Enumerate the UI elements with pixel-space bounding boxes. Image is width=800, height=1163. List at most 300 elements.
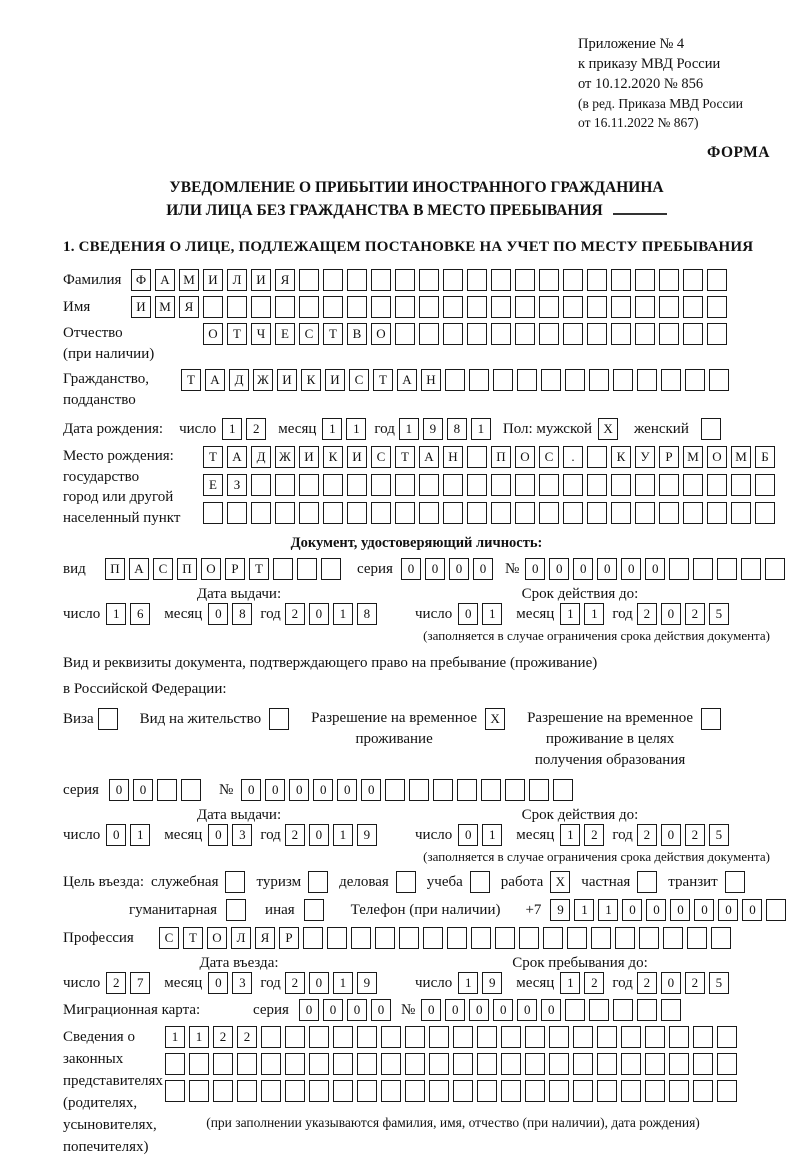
form-cell[interactable] [395, 323, 415, 345]
form-cell[interactable]: X [485, 708, 505, 730]
form-cell[interactable] [226, 899, 246, 921]
form-cell[interactable] [589, 999, 609, 1021]
form-cell[interactable]: 0 [493, 999, 513, 1021]
form-cell[interactable]: 1 [584, 603, 604, 625]
form-cell[interactable]: 0 [597, 558, 617, 580]
form-cell[interactable]: 0 [425, 558, 445, 580]
form-cell[interactable] [309, 1026, 329, 1048]
form-cell[interactable] [443, 296, 463, 318]
form-cell[interactable]: 0 [323, 999, 343, 1021]
form-cell[interactable] [621, 1080, 641, 1102]
form-cell[interactable] [275, 502, 295, 524]
form-cell[interactable] [491, 323, 511, 345]
form-cell[interactable]: 2 [237, 1026, 257, 1048]
form-cell[interactable] [567, 927, 587, 949]
form-cell[interactable] [323, 474, 343, 496]
form-cell[interactable]: С [153, 558, 173, 580]
form-cell[interactable] [203, 502, 223, 524]
form-cell[interactable]: Ж [253, 369, 273, 391]
form-cell[interactable] [597, 1080, 617, 1102]
form-cell[interactable] [405, 1080, 425, 1102]
form-cell[interactable] [371, 474, 391, 496]
form-cell[interactable] [347, 269, 367, 291]
form-cell[interactable] [457, 779, 477, 801]
form-cell[interactable] [285, 1026, 305, 1048]
form-cell[interactable] [639, 927, 659, 949]
form-cell[interactable] [505, 779, 525, 801]
form-cell[interactable] [251, 502, 271, 524]
form-cell[interactable]: А [205, 369, 225, 391]
form-cell[interactable]: 0 [645, 558, 665, 580]
form-cell[interactable]: 1 [346, 418, 366, 440]
form-cell[interactable] [181, 779, 201, 801]
form-cell[interactable] [659, 474, 679, 496]
form-cell[interactable]: 0 [445, 999, 465, 1021]
form-cell[interactable] [549, 1053, 569, 1075]
form-cell[interactable] [323, 296, 343, 318]
form-cell[interactable]: Я [179, 296, 199, 318]
form-cell[interactable]: 0 [661, 603, 681, 625]
form-cell[interactable]: Л [227, 269, 247, 291]
form-cell[interactable]: 9 [482, 972, 502, 994]
form-cell[interactable] [481, 779, 501, 801]
form-cell[interactable] [659, 296, 679, 318]
form-cell[interactable] [573, 1080, 593, 1102]
form-cell[interactable]: А [227, 446, 247, 468]
form-cell[interactable] [491, 296, 511, 318]
form-cell[interactable]: И [251, 269, 271, 291]
form-cell[interactable] [597, 1026, 617, 1048]
form-cell[interactable] [443, 502, 463, 524]
form-cell[interactable]: 1 [399, 418, 419, 440]
form-cell[interactable] [539, 323, 559, 345]
form-cell[interactable]: 8 [232, 603, 252, 625]
form-cell[interactable] [303, 927, 323, 949]
form-cell[interactable] [645, 1053, 665, 1075]
form-cell[interactable] [385, 779, 405, 801]
form-cell[interactable]: Р [279, 927, 299, 949]
form-cell[interactable]: И [347, 446, 367, 468]
form-cell[interactable]: О [371, 323, 391, 345]
form-cell[interactable]: X [598, 418, 618, 440]
form-cell[interactable]: 0 [361, 779, 381, 801]
form-cell[interactable] [98, 708, 118, 730]
form-cell[interactable] [395, 502, 415, 524]
form-cell[interactable] [333, 1053, 353, 1075]
form-cell[interactable] [395, 269, 415, 291]
form-cell[interactable]: 2 [106, 972, 126, 994]
form-cell[interactable] [501, 1026, 521, 1048]
form-cell[interactable] [467, 474, 487, 496]
form-cell[interactable] [429, 1080, 449, 1102]
form-cell[interactable] [381, 1026, 401, 1048]
form-cell[interactable]: О [203, 323, 223, 345]
form-cell[interactable]: 1 [574, 899, 594, 921]
form-cell[interactable]: 0 [525, 558, 545, 580]
form-cell[interactable] [467, 446, 487, 468]
form-cell[interactable] [613, 999, 633, 1021]
form-cell[interactable] [755, 502, 775, 524]
form-cell[interactable]: 0 [622, 899, 642, 921]
form-cell[interactable]: 1 [598, 899, 618, 921]
form-cell[interactable] [323, 502, 343, 524]
form-cell[interactable] [683, 323, 703, 345]
form-cell[interactable] [549, 1026, 569, 1048]
form-cell[interactable] [515, 323, 535, 345]
form-cell[interactable] [687, 927, 707, 949]
form-cell[interactable]: Т [203, 446, 223, 468]
form-cell[interactable]: И [299, 446, 319, 468]
form-cell[interactable] [701, 418, 721, 440]
form-cell[interactable] [663, 927, 683, 949]
form-cell[interactable] [725, 871, 745, 893]
form-cell[interactable]: 1 [222, 418, 242, 440]
form-cell[interactable] [275, 296, 295, 318]
form-cell[interactable]: 0 [718, 899, 738, 921]
form-cell[interactable] [251, 296, 271, 318]
form-cell[interactable] [423, 927, 443, 949]
form-cell[interactable] [621, 1053, 641, 1075]
form-cell[interactable]: 1 [333, 824, 353, 846]
form-cell[interactable]: 0 [517, 999, 537, 1021]
form-cell[interactable] [565, 999, 585, 1021]
form-cell[interactable] [285, 1053, 305, 1075]
form-cell[interactable]: В [347, 323, 367, 345]
form-cell[interactable] [635, 296, 655, 318]
form-cell[interactable] [766, 899, 786, 921]
form-cell[interactable] [525, 1026, 545, 1048]
form-cell[interactable]: 2 [637, 824, 657, 846]
form-cell[interactable] [189, 1080, 209, 1102]
form-cell[interactable]: 0 [265, 779, 285, 801]
form-cell[interactable]: 2 [685, 972, 705, 994]
form-cell[interactable] [157, 779, 177, 801]
form-cell[interactable]: 2 [584, 972, 604, 994]
form-cell[interactable]: 0 [309, 972, 329, 994]
form-cell[interactable] [225, 871, 245, 893]
form-cell[interactable] [563, 474, 583, 496]
form-cell[interactable]: Н [421, 369, 441, 391]
form-cell[interactable]: 2 [285, 824, 305, 846]
form-cell[interactable] [269, 708, 289, 730]
form-cell[interactable]: . [563, 446, 583, 468]
form-cell[interactable] [711, 927, 731, 949]
form-cell[interactable]: Т [227, 323, 247, 345]
form-cell[interactable]: 0 [449, 558, 469, 580]
form-cell[interactable]: 0 [670, 899, 690, 921]
form-cell[interactable] [491, 474, 511, 496]
form-cell[interactable]: 9 [423, 418, 443, 440]
form-cell[interactable] [741, 558, 761, 580]
form-cell[interactable] [351, 927, 371, 949]
form-cell[interactable] [709, 369, 729, 391]
form-cell[interactable]: 0 [458, 824, 478, 846]
form-cell[interactable] [467, 269, 487, 291]
form-cell[interactable] [645, 1026, 665, 1048]
form-cell[interactable] [395, 296, 415, 318]
form-cell[interactable] [453, 1053, 473, 1075]
form-cell[interactable] [299, 269, 319, 291]
form-cell[interactable]: 0 [347, 999, 367, 1021]
form-cell[interactable] [327, 927, 347, 949]
form-cell[interactable] [611, 269, 631, 291]
form-cell[interactable] [237, 1053, 257, 1075]
form-cell[interactable] [717, 1053, 737, 1075]
form-cell[interactable] [469, 369, 489, 391]
form-cell[interactable] [467, 323, 487, 345]
form-cell[interactable]: М [731, 446, 751, 468]
form-cell[interactable]: И [325, 369, 345, 391]
form-cell[interactable]: Ж [275, 446, 295, 468]
form-cell[interactable]: 1 [482, 824, 502, 846]
form-cell[interactable] [347, 296, 367, 318]
form-cell[interactable] [587, 474, 607, 496]
form-cell[interactable] [693, 1080, 713, 1102]
form-cell[interactable]: 2 [584, 824, 604, 846]
form-cell[interactable] [285, 1080, 305, 1102]
form-cell[interactable]: И [277, 369, 297, 391]
form-cell[interactable]: Т [249, 558, 269, 580]
form-cell[interactable]: 0 [208, 972, 228, 994]
form-cell[interactable]: 1 [130, 824, 150, 846]
form-cell[interactable] [707, 269, 727, 291]
form-cell[interactable]: 2 [213, 1026, 233, 1048]
form-cell[interactable] [611, 474, 631, 496]
form-cell[interactable] [693, 558, 713, 580]
form-cell[interactable] [273, 558, 293, 580]
form-cell[interactable] [717, 558, 737, 580]
form-cell[interactable]: Л [231, 927, 251, 949]
form-cell[interactable] [501, 1080, 521, 1102]
form-cell[interactable]: 9 [550, 899, 570, 921]
form-cell[interactable]: 0 [106, 824, 126, 846]
form-cell[interactable] [357, 1026, 377, 1048]
form-cell[interactable] [717, 1026, 737, 1048]
form-cell[interactable]: К [323, 446, 343, 468]
form-cell[interactable] [371, 269, 391, 291]
form-cell[interactable] [669, 1053, 689, 1075]
form-cell[interactable] [635, 323, 655, 345]
form-cell[interactable] [611, 296, 631, 318]
form-cell[interactable] [659, 502, 679, 524]
form-cell[interactable] [261, 1080, 281, 1102]
form-cell[interactable] [683, 269, 703, 291]
form-cell[interactable]: Ф [131, 269, 151, 291]
form-cell[interactable] [399, 927, 419, 949]
form-cell[interactable]: Т [181, 369, 201, 391]
form-cell[interactable] [299, 296, 319, 318]
form-cell[interactable]: 0 [469, 999, 489, 1021]
form-cell[interactable] [443, 474, 463, 496]
form-cell[interactable]: Е [203, 474, 223, 496]
form-cell[interactable] [587, 323, 607, 345]
form-cell[interactable] [587, 502, 607, 524]
form-cell[interactable] [707, 502, 727, 524]
form-cell[interactable]: Р [225, 558, 245, 580]
form-cell[interactable]: Д [229, 369, 249, 391]
form-cell[interactable]: 0 [289, 779, 309, 801]
form-cell[interactable]: 0 [742, 899, 762, 921]
form-cell[interactable]: 0 [371, 999, 391, 1021]
form-cell[interactable]: 1 [560, 603, 580, 625]
form-cell[interactable] [661, 999, 681, 1021]
form-cell[interactable] [308, 871, 328, 893]
form-cell[interactable] [587, 296, 607, 318]
form-cell[interactable] [539, 474, 559, 496]
form-cell[interactable] [525, 1080, 545, 1102]
form-cell[interactable] [621, 1026, 641, 1048]
form-cell[interactable] [321, 558, 341, 580]
form-cell[interactable]: Н [443, 446, 463, 468]
form-cell[interactable]: С [159, 927, 179, 949]
form-cell[interactable] [477, 1026, 497, 1048]
form-cell[interactable] [381, 1080, 401, 1102]
form-cell[interactable] [347, 502, 367, 524]
form-cell[interactable]: С [371, 446, 391, 468]
form-cell[interactable] [299, 502, 319, 524]
form-cell[interactable]: 2 [637, 972, 657, 994]
form-cell[interactable] [541, 369, 561, 391]
form-cell[interactable] [333, 1026, 353, 1048]
form-cell[interactable] [453, 1026, 473, 1048]
form-cell[interactable] [707, 296, 727, 318]
form-cell[interactable] [669, 1026, 689, 1048]
form-cell[interactable] [615, 927, 635, 949]
form-cell[interactable] [333, 1080, 353, 1102]
form-cell[interactable] [419, 269, 439, 291]
form-cell[interactable] [357, 1053, 377, 1075]
form-cell[interactable] [381, 1053, 401, 1075]
form-cell[interactable]: Т [183, 927, 203, 949]
form-cell[interactable]: П [491, 446, 511, 468]
form-cell[interactable]: 0 [133, 779, 153, 801]
form-cell[interactable] [515, 474, 535, 496]
form-cell[interactable] [683, 502, 703, 524]
form-cell[interactable]: А [155, 269, 175, 291]
form-cell[interactable]: 0 [646, 899, 666, 921]
form-cell[interactable]: 2 [285, 603, 305, 625]
form-cell[interactable] [637, 999, 657, 1021]
form-cell[interactable] [453, 1080, 473, 1102]
form-cell[interactable]: 1 [189, 1026, 209, 1048]
form-cell[interactable] [637, 369, 657, 391]
form-cell[interactable] [539, 502, 559, 524]
form-cell[interactable] [309, 1053, 329, 1075]
form-cell[interactable] [707, 323, 727, 345]
form-cell[interactable] [433, 779, 453, 801]
form-cell[interactable] [587, 269, 607, 291]
form-cell[interactable]: К [611, 446, 631, 468]
form-cell[interactable] [493, 369, 513, 391]
form-cell[interactable]: А [397, 369, 417, 391]
form-cell[interactable] [669, 558, 689, 580]
form-cell[interactable]: 5 [709, 603, 729, 625]
form-cell[interactable] [573, 1053, 593, 1075]
form-cell[interactable]: 2 [246, 418, 266, 440]
form-cell[interactable]: О [515, 446, 535, 468]
form-cell[interactable]: 0 [309, 824, 329, 846]
form-cell[interactable] [515, 502, 535, 524]
form-cell[interactable] [635, 474, 655, 496]
form-cell[interactable]: Ч [251, 323, 271, 345]
form-cell[interactable] [467, 296, 487, 318]
form-cell[interactable] [443, 269, 463, 291]
form-cell[interactable] [501, 1053, 521, 1075]
form-cell[interactable] [447, 927, 467, 949]
form-cell[interactable] [529, 779, 549, 801]
form-cell[interactable]: 0 [694, 899, 714, 921]
form-cell[interactable]: А [419, 446, 439, 468]
form-cell[interactable]: 0 [309, 603, 329, 625]
form-cell[interactable]: Б [755, 446, 775, 468]
form-cell[interactable] [405, 1053, 425, 1075]
form-cell[interactable]: 1 [482, 603, 502, 625]
form-cell[interactable]: 0 [421, 999, 441, 1021]
form-cell[interactable] [323, 269, 343, 291]
form-cell[interactable] [477, 1080, 497, 1102]
form-cell[interactable] [419, 474, 439, 496]
form-cell[interactable] [471, 927, 491, 949]
form-cell[interactable]: С [539, 446, 559, 468]
form-cell[interactable]: У [635, 446, 655, 468]
form-cell[interactable]: И [203, 269, 223, 291]
form-cell[interactable]: 0 [458, 603, 478, 625]
form-cell[interactable] [189, 1053, 209, 1075]
form-cell[interactable] [637, 871, 657, 893]
form-cell[interactable] [515, 296, 535, 318]
form-cell[interactable] [683, 474, 703, 496]
form-cell[interactable]: 8 [447, 418, 467, 440]
form-cell[interactable] [491, 502, 511, 524]
form-cell[interactable]: 8 [357, 603, 377, 625]
form-cell[interactable]: 1 [106, 603, 126, 625]
form-cell[interactable] [445, 369, 465, 391]
form-cell[interactable]: X [550, 871, 570, 893]
form-cell[interactable]: 9 [357, 972, 377, 994]
form-cell[interactable]: З [227, 474, 247, 496]
form-cell[interactable]: И [131, 296, 151, 318]
form-cell[interactable]: 0 [313, 779, 333, 801]
form-cell[interactable]: 1 [471, 418, 491, 440]
form-cell[interactable] [237, 1080, 257, 1102]
form-cell[interactable] [661, 369, 681, 391]
form-cell[interactable]: П [177, 558, 197, 580]
form-cell[interactable]: О [207, 927, 227, 949]
form-cell[interactable] [563, 269, 583, 291]
form-cell[interactable] [543, 927, 563, 949]
form-cell[interactable]: С [299, 323, 319, 345]
form-cell[interactable]: М [683, 446, 703, 468]
form-cell[interactable]: К [301, 369, 321, 391]
form-cell[interactable]: М [155, 296, 175, 318]
form-cell[interactable] [519, 927, 539, 949]
form-cell[interactable]: Е [275, 323, 295, 345]
form-cell[interactable]: 0 [109, 779, 129, 801]
form-cell[interactable]: 1 [560, 972, 580, 994]
form-cell[interactable] [563, 323, 583, 345]
form-cell[interactable]: Т [373, 369, 393, 391]
form-cell[interactable] [669, 1080, 689, 1102]
form-cell[interactable]: 5 [709, 972, 729, 994]
form-cell[interactable]: Я [275, 269, 295, 291]
form-cell[interactable] [443, 323, 463, 345]
form-cell[interactable] [357, 1080, 377, 1102]
form-cell[interactable] [517, 369, 537, 391]
form-cell[interactable] [731, 502, 751, 524]
form-cell[interactable]: 3 [232, 972, 252, 994]
form-cell[interactable] [707, 474, 727, 496]
form-cell[interactable] [261, 1026, 281, 1048]
